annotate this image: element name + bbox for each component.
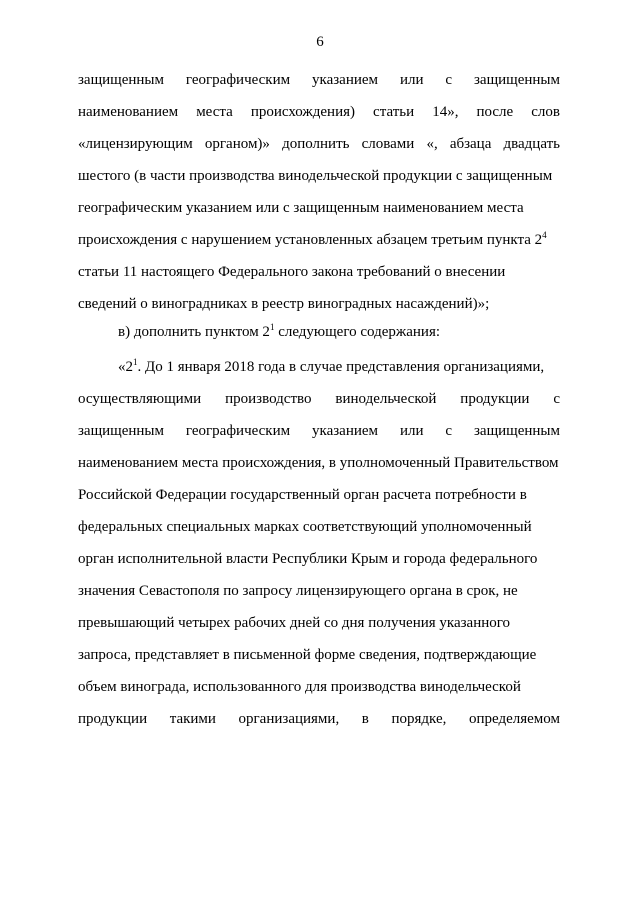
text-line: сведений о виноградниках в реестр виноградных насаждений)»; [78,296,490,312]
text-line: наименованием места происхождения) статьи 14», после слов [78,104,560,120]
text-line: Российской Федерации государственный орган расчета потребности в [78,487,527,503]
text-line: превышающий четырех рабочих дней со дня получения указанного [78,615,511,631]
text-line: происхождения с нарушением установленных абзацем третьим пункта $2^4$ [78,230,547,248]
text-line: запроса, представляет в письменной форме сведения, подтверждающие [78,647,537,663]
text-line: объем винограда, использованного для производства винодельческой [78,679,521,695]
text-line: наименованием места происхождения, в уполномоченный Правительством [78,455,559,471]
text-line: шестого (в части производства винодельческой продукции с защищенным [78,168,553,184]
text-line: «$2^1$. До 1 января 2018 года в случае представления организациями, [118,357,545,375]
text-line: продукции такими организациями, в порядке, определяемом [78,711,560,727]
paragraph-continuation [78,70,560,326]
paragraph-amendment-item [78,322,560,354]
text-line: географическим указанием или с защищенным наименованием места [78,200,524,216]
text-line: «лицензирующим органом)» дополнить словами «, абзаца двадцать [78,136,560,152]
text-line: статьи 11 настоящего Федерального закона требований о внесении [78,264,506,280]
text-line: орган исполнительной власти Республики Крым и города федерального [78,551,538,567]
page-number: 6 [316,34,324,50]
text-line: защищенным географическим указанием или с защищенным [78,72,560,88]
text-line: защищенным географическим указанием или с защищенным [78,423,560,439]
text-line: в) дополнить пунктом $2^1$ следующего содержания: [118,322,441,340]
text-line: федеральных специальных марках соответствующий уполномоченный [78,519,532,535]
paragraph-new-clause [78,357,560,741]
text-line: значения Севастополя по запросу лицензирующего органа в срок, не [78,583,518,599]
text-line: осуществляющими производство винодельческой продукции с [78,391,560,407]
